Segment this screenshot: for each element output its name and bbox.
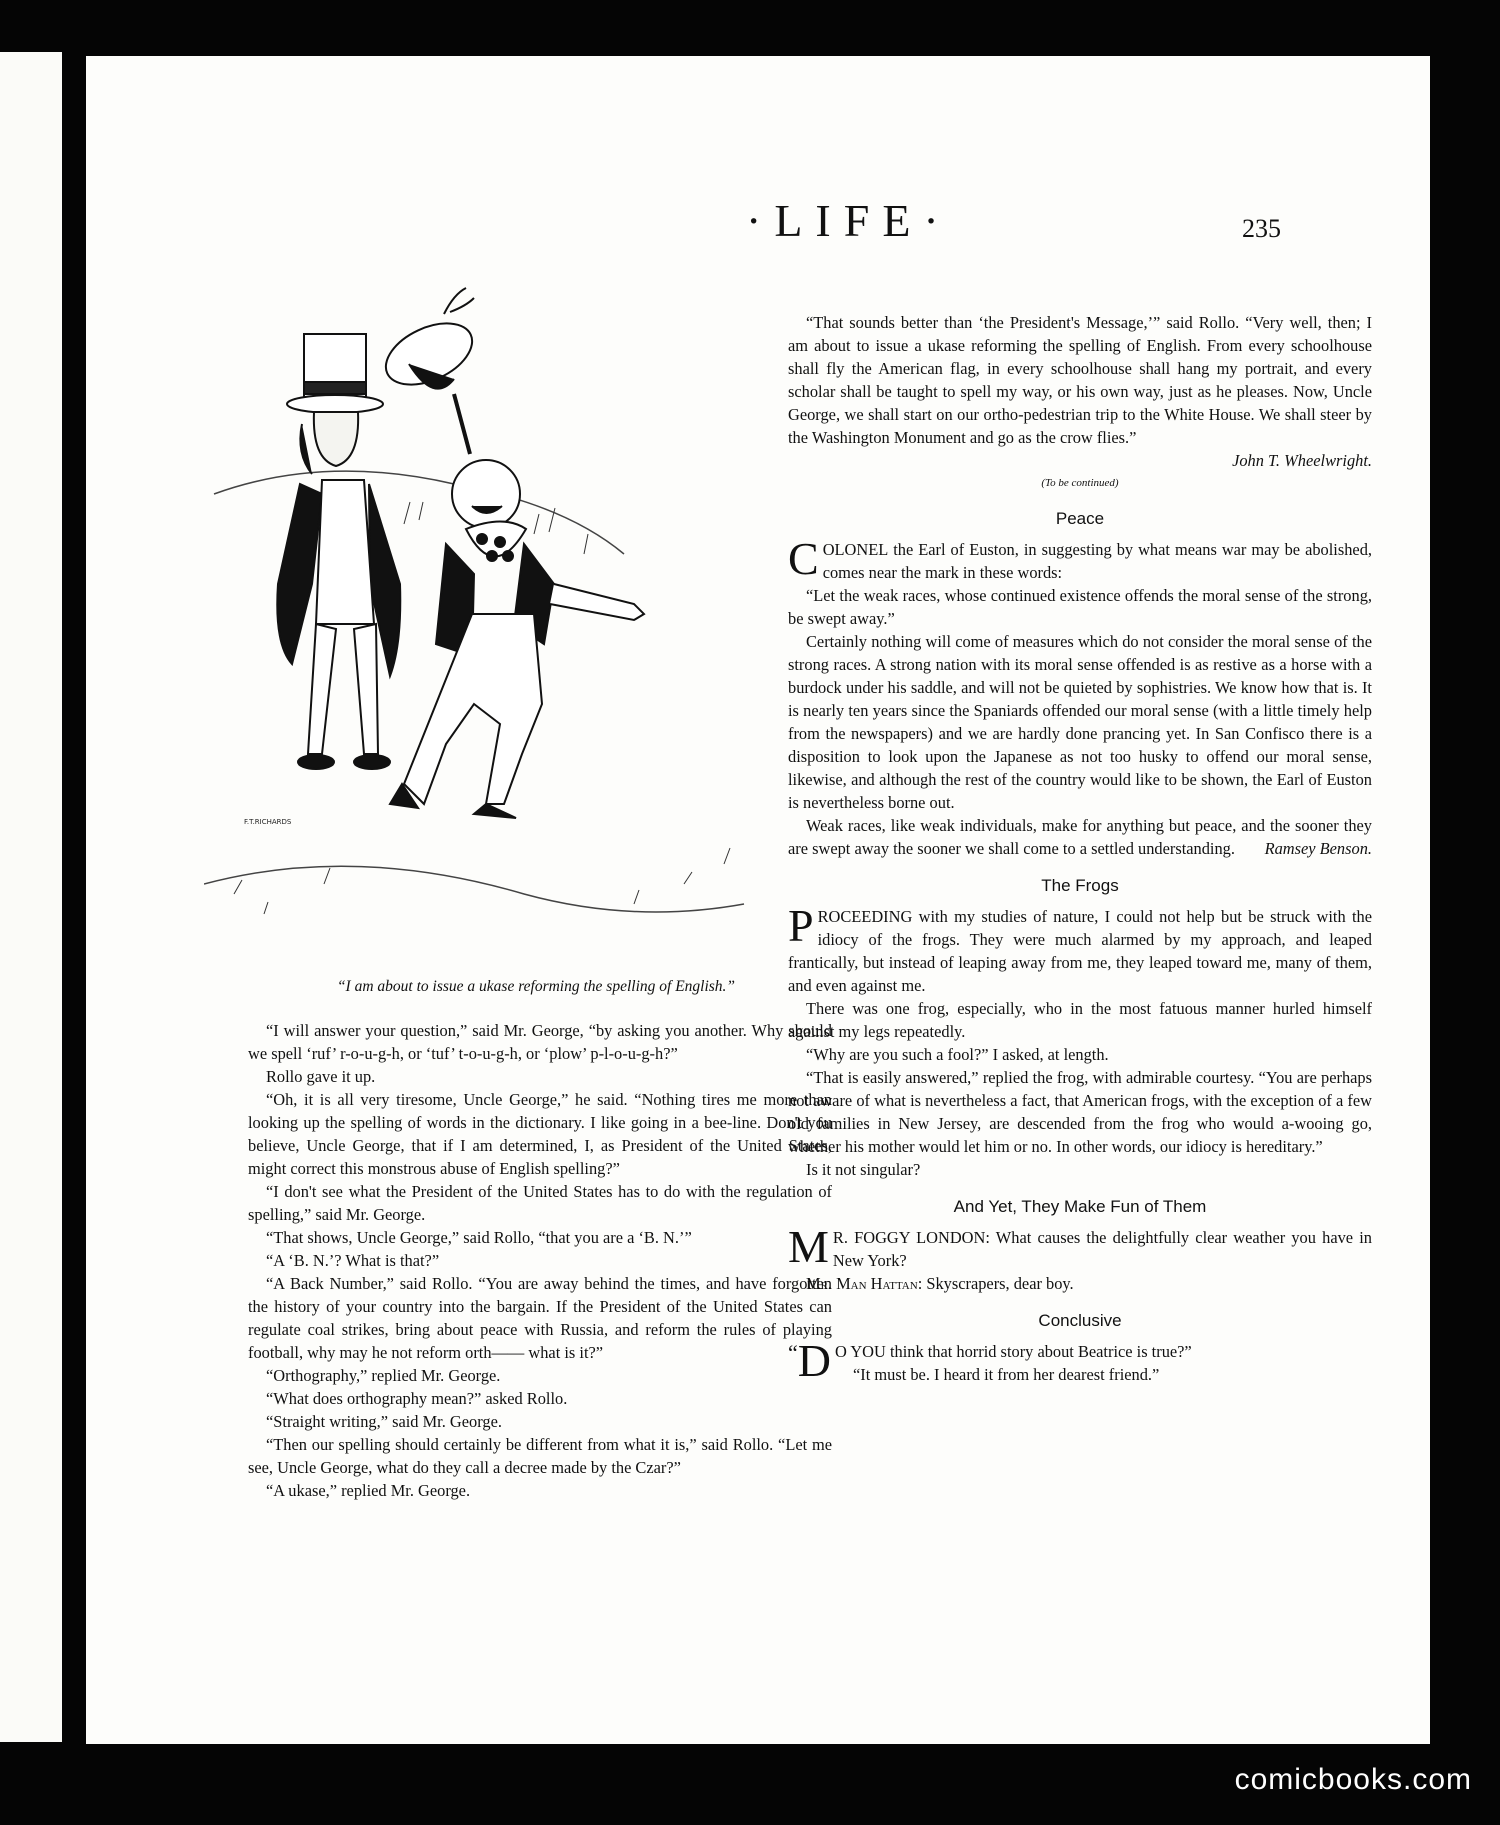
story-paragraph: “What does orthography mean?” asked Rollo. <box>266 1389 568 1408</box>
article-paragraph <box>788 1272 1372 1295</box>
lead-in: O YOU <box>835 1342 886 1361</box>
paragraph-text: the Earl of Euston, in suggesting by what means war may be abolished, comes near the mark in these words: <box>822 540 1372 582</box>
story-paragraph: Rollo gave it up. <box>266 1067 376 1086</box>
illustration-caption: “I am about to issue a ukase reforming the spelling of English.” <box>336 978 736 995</box>
story-paragraph: “A Back Number,” said Rollo. “You are away behind the times, and have forgotten the history of your country into the bargain. If the President of the United States can regulate coal strikes, bring about peace with Russia, and reform the rules of playing football, why may he not reform orth—— what is it?” <box>248 1274 832 1362</box>
article-paragraph: Is it not singular? <box>806 1160 921 1179</box>
story-paragraph: “That shows, Uncle George,” said Rollo, “that you are a ‘B. N.’” <box>266 1228 692 1247</box>
lead-in: R. FOGGY LONDON <box>832 1228 986 1247</box>
paragraph-text: : Skyscrapers, dear boy. <box>917 1274 1074 1293</box>
article-paragraph: “That is easily answered,” replied the frog, with admirable courtesy. “You are perhaps not aware of what is nevertheless a fact, that American frogs, with the exception of a few old families in New Jersey, are descended from the frog who would a-wooing go, whether his mother would let him or no. In other words, our idiocy is hereditary.” <box>788 1068 1372 1156</box>
article-paragraph: “It must be. I heard it from her dearest friend.” <box>853 1365 1160 1384</box>
paragraph-text: Weak races, like weak individuals, make for anything but peace, and the sooner they are swept away the sooner we shall come to a settled understanding. <box>788 816 1372 858</box>
magazine-page <box>86 56 1430 1744</box>
artist-signature: F.T.RICHARDS <box>244 818 292 826</box>
paragraph-text: think that horrid story about Beatrice is true?” <box>885 1342 1192 1361</box>
drop-cap: M <box>788 1226 829 1272</box>
story-paragraph: “A ukase,” replied Mr. George. <box>266 1481 471 1500</box>
cartoon-illustration <box>204 284 784 964</box>
article-paragraph: Certainly nothing will come of measures which do not consider the moral sense of the strong races. A strong nation with its moral sense offended is as restive as a horse with a burdock under his saddle, and will not be quieted by sophistries. We know how that is. It is nearly ten years since the Spaniards offended our moral sense (with a little timely help from the newspapers) and we are hardly done prancing yet. In San Confisco there is a disposition to look upon the Japanese as not too husky to offend our moral sense, likewise, and although the rest of the country would like to be shown, the Earl of Euston is nevertheless borne out. <box>788 632 1372 812</box>
frogs-article <box>788 905 1372 1181</box>
article-paragraph: There was one frog, especially, who in the most fatuous manner hurled himself against my legs repeatedly. <box>788 999 1372 1041</box>
left-column <box>248 1019 832 1502</box>
to-be-continued-note: (To be continued) <box>1041 477 1119 489</box>
article-paragraph <box>788 814 1372 860</box>
article-paragraph: “Why are you such a fool?” I asked, at length. <box>806 1045 1109 1064</box>
watermark: comicbooks.com <box>1234 1763 1472 1796</box>
laughing-figure <box>376 288 644 818</box>
uncle-figure <box>277 334 400 769</box>
fun-article <box>788 1226 1372 1295</box>
peace-heading: Peace <box>1055 509 1105 528</box>
article-paragraph <box>788 538 1372 584</box>
byline <box>788 449 1372 472</box>
story-paragraph: “Oh, it is all very tiresome, Uncle George,” he said. “Nothing tires me more than looking up the spelling of words in the dictionary. I like going in a bee-line. Don't you believe, Uncle George, that if I am determined, I, as President of the United States, might correct this monstrous abuse of English spelling?” <box>248 1090 832 1178</box>
conclusive-article <box>788 1340 1372 1386</box>
lead-in: OLONEL <box>822 540 889 559</box>
story-paragraph: “I don't see what the President of the United States has to do with the regulation of spelling,” said Mr. George. <box>248 1182 832 1224</box>
story-paragraph: “Orthography,” replied Mr. George. <box>266 1366 501 1385</box>
conclusive-heading: Conclusive <box>1038 1311 1122 1330</box>
paragraph-text: with my studies of nature, I could not help but be struck with the idiocy of the frogs. They were much alarmed by my approach, and leaped frantically, but instead of leaping away from me, they leaped toward me, many of them, and even against me. <box>788 907 1372 995</box>
lead-in: ROCEEDING <box>817 907 913 926</box>
magazine-title: ·LIFE· <box>746 195 952 246</box>
peace-article <box>788 538 1372 860</box>
story-paragraph: “Then our spelling should certainly be different from what it is,” said Rollo. “Let me see, Uncle George, what do they call a decree made by the Czar?” <box>248 1435 832 1477</box>
article-paragraph: “Let the weak races, whose continued existence offends the moral sense of the strong, be swept away.” <box>788 586 1372 628</box>
story-continuation: “That sounds better than ‘the President's Message,’” said Rollo. “Very well, then; I am about to issue a ukase reforming the spelling of English. From every schoolhouse shall fly the American flag, in every schoolhouse shall hang my portrait, and every scholar shall be taught to spell my way, or his own way, just as he pleases. Now, Uncle George, we shall start on our ortho-pedestrian trip to the White House. We shall steer by the Washington Monument and go as the crow flies.” <box>788 313 1372 447</box>
open-quote: “ <box>788 1340 798 1365</box>
drop-cap: P <box>788 905 814 951</box>
author-name: John T. Wheelwright. <box>1232 451 1372 470</box>
speaker-name: Mr. Man Hattan <box>806 1274 918 1293</box>
article-paragraph <box>788 905 1372 997</box>
story-paragraph: “I will answer your question,” said Mr. George, “by asking you another. Why should we spell ‘ruf’ r-o-u-g-h, or ‘tuf’ t-o-u-g-h, or ‘plow’ p-l-o-u-g-h?” <box>248 1021 832 1063</box>
author-name: Ramsey Benson. <box>1264 839 1372 858</box>
story-paragraph: “Straight writing,” said Mr. George. <box>266 1412 502 1431</box>
previous-page-edge <box>0 52 62 1742</box>
paragraph-text: : What causes the delightfully clear weather you have in New York? <box>832 1228 1372 1270</box>
right-column <box>788 311 1372 1400</box>
frogs-heading: The Frogs <box>1041 876 1119 895</box>
drop-cap: D <box>797 1340 831 1386</box>
page-number: 235 <box>1242 214 1281 243</box>
drop-cap: C <box>788 538 819 584</box>
fun-heading: And Yet, They Make Fun of Them <box>953 1197 1207 1216</box>
article-paragraph <box>788 1226 1372 1272</box>
story-paragraph: “A ‘B. N.’? What is that?” <box>266 1251 440 1270</box>
